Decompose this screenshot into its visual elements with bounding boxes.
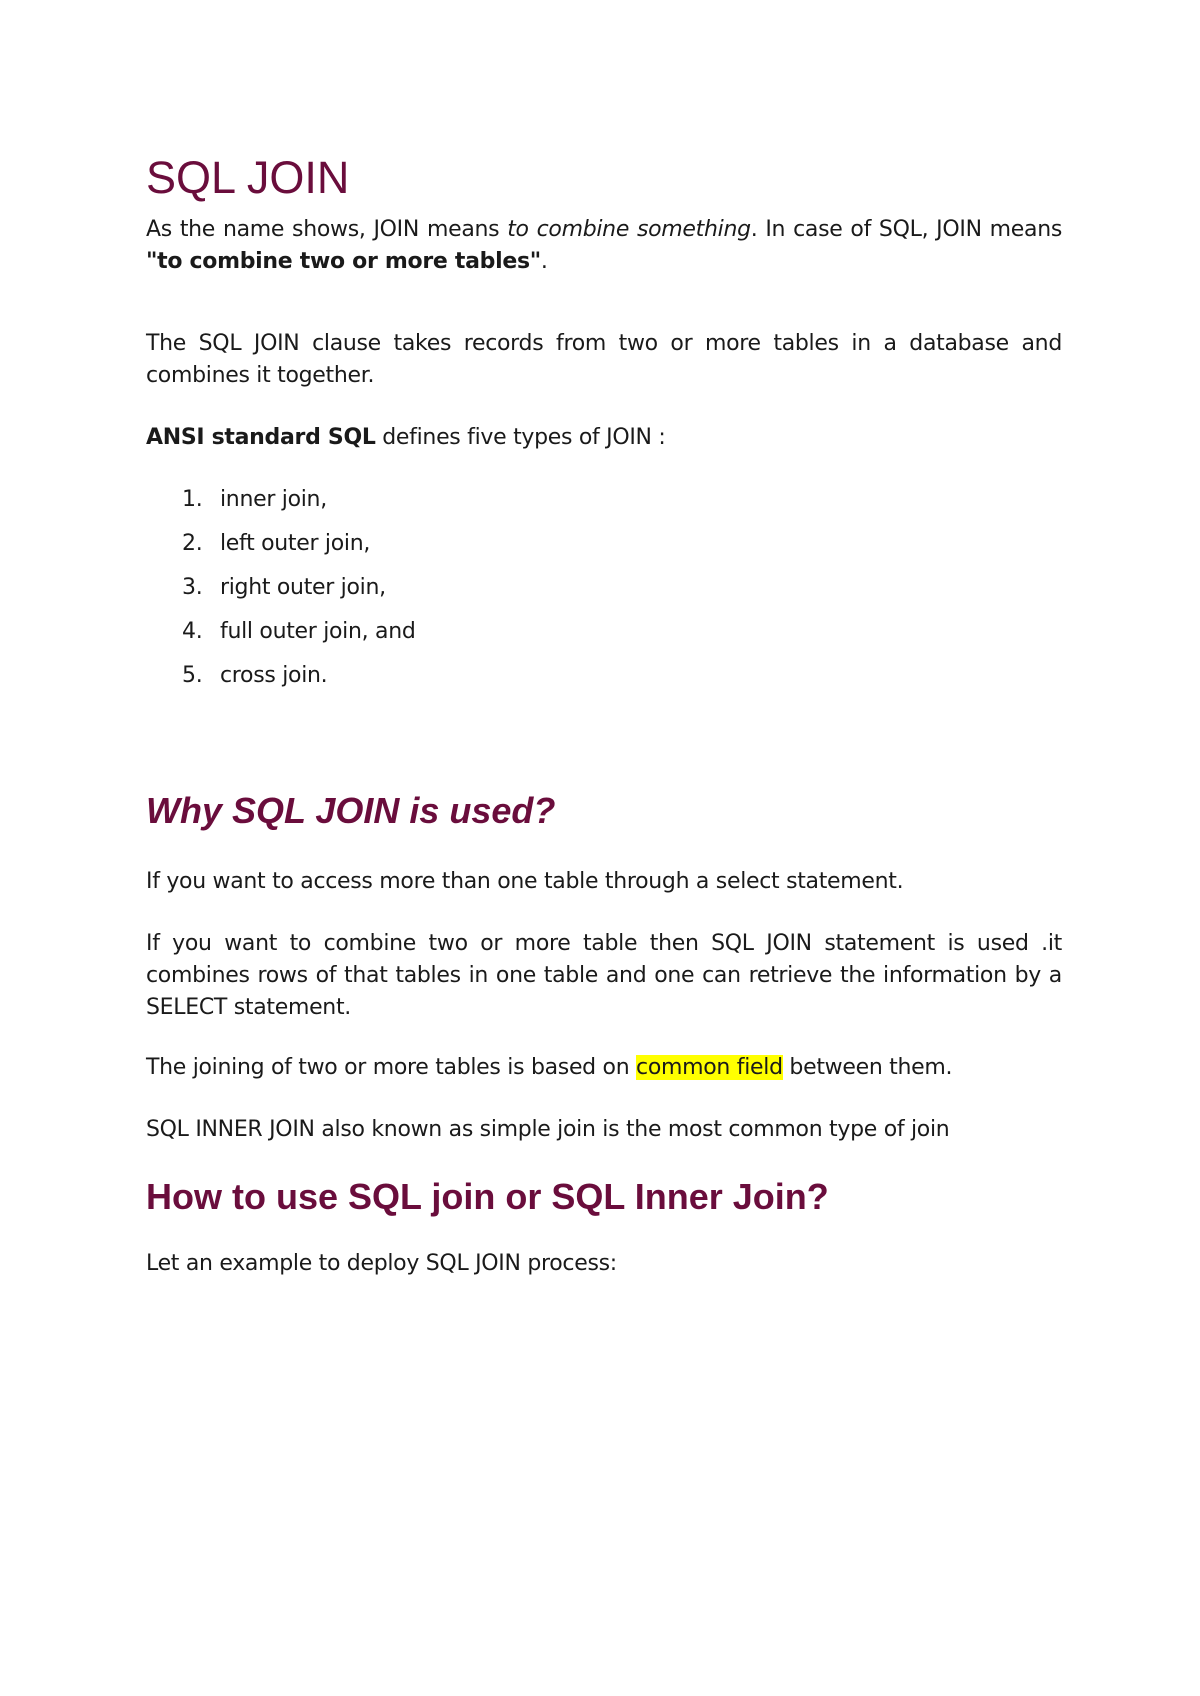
intro-italic: to combine something [507,217,751,242]
why-p3-text-2: between them. [782,1055,953,1080]
how-heading: How to use SQL join or SQL Inner Join? [146,1176,829,1217]
intro-text-1: As the name shows, JOIN means [146,217,508,242]
list-label: right outer join, [220,575,386,600]
list-item [146,660,416,704]
ansi-paragraph [146,422,1062,454]
intro-text-3: . [540,249,548,274]
list-number: 1. [182,487,203,512]
intro-paragraph [146,214,1062,278]
list-number: 5. [182,663,203,688]
join-types-list [146,484,416,704]
how-paragraph-1: Let an example to deploy SQL JOIN process: [146,1251,617,1276]
list-label: cross join. [220,663,328,688]
list-number: 2. [182,531,203,556]
ansi-text: defines five types of JOIN : [375,425,666,450]
why-paragraph-2: If you want to combine two or more table then SQL JOIN statement is used .it combines rows of that tables in one table and one can retrieve the information by a SELECT statement. [146,931,1062,1020]
list-number: 4. [182,619,203,644]
intro-text-2: . In case of SQL, JOIN means [750,217,1062,242]
why-heading: Why SQL JOIN is used? [146,790,556,831]
list-label: left outer join, [220,531,371,556]
list-item [146,484,416,528]
why-paragraph-4: SQL INNER JOIN also known as simple join is the most common type of join [146,1117,950,1142]
highlighted-text: common field [636,1055,783,1080]
why-paragraph-1: If you want to access more than one table through a select statement. [146,869,904,894]
list-label: full outer join, and [220,619,416,644]
list-item [146,528,416,572]
list-item [146,616,416,660]
intro-bold: "to combine two or more tables" [146,249,541,274]
why-p3-text-1: The joining of two or more tables is based on [146,1055,637,1080]
list-item [146,572,416,616]
list-number: 3. [182,575,203,600]
why-paragraph-3 [146,1052,1062,1084]
list-label: inner join, [220,487,327,512]
clause-paragraph: The SQL JOIN clause takes records from two or more tables in a database and combines it together. [146,331,1062,388]
ansi-bold: ANSI standard SQL [146,425,376,450]
page-title: SQL JOIN [146,152,350,203]
